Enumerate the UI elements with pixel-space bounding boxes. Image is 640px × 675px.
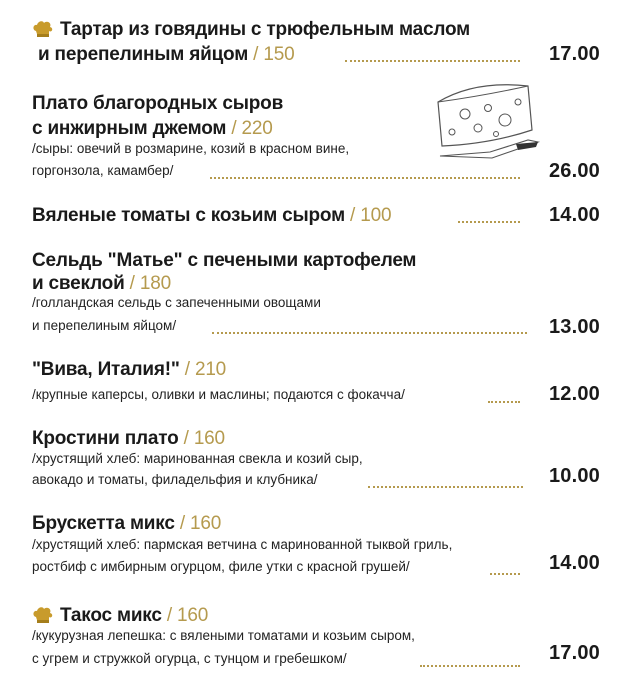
item-price: 14.00	[548, 204, 600, 226]
item-description: /хрустящий хлеб: маринованная свекла и козий сыр,	[32, 451, 363, 466]
cheese-illustration	[420, 72, 550, 172]
leader-dots	[368, 482, 523, 488]
leader-dots	[420, 661, 520, 667]
item-description: /голландская сельдь с запеченными овощами	[32, 295, 321, 310]
item-title: Кростини плато / 160	[32, 428, 225, 449]
item-description: /кукурузная лепешка: с вялеными томатами и козьим сыром,	[32, 628, 415, 643]
item-description-line2: с угрем и стружкой огурца, с тунцом и гребешком/	[32, 651, 347, 666]
item-description-line2: горгонзола, камамбер/	[32, 163, 174, 178]
leader-dots	[212, 328, 527, 334]
item-description: /крупные каперсы, оливки и маслины; подаются с фокачча/	[32, 387, 405, 402]
item-title: Вяленые томаты с козьим сыром / 100	[32, 205, 392, 226]
leader-dots	[488, 397, 520, 403]
item-description-line2: и перепелиным яйцом/	[32, 318, 177, 333]
chef-hat-icon	[32, 20, 54, 38]
leader-dots	[490, 569, 520, 575]
item-title: Плато благородных сыров	[32, 93, 284, 114]
item-title-line2: с инжирным джемом / 220	[32, 118, 273, 139]
item-price: 12.00	[548, 383, 600, 405]
item-price: 26.00	[548, 160, 600, 182]
leader-dots	[345, 56, 520, 62]
item-title-line2: и перепелиным яйцом / 150	[38, 44, 295, 65]
item-title: Сельдь "Матье" с печеными картофелем	[32, 250, 417, 271]
item-description-line2: авокадо и томаты, филадельфия и клубника/	[32, 472, 318, 487]
item-description-line2: ростбиф с имбирным огурцом, филе утки с красной грушей/	[32, 559, 410, 574]
item-description: /хрустящий хлеб: пармская ветчина с маринованной тыквой гриль,	[32, 537, 453, 552]
item-price: 10.00	[548, 465, 600, 487]
item-title: Брускетта микс / 160	[32, 513, 222, 534]
leader-dots	[458, 217, 520, 223]
item-description: /сыры: овечий в розмарине, козий в красном вине,	[32, 141, 350, 156]
chef-hat-icon	[32, 606, 54, 624]
item-title: "Вива, Италия!" / 210	[32, 359, 227, 380]
item-price: 17.00	[548, 43, 600, 65]
leader-dots	[210, 173, 520, 179]
item-title: Такос микс / 160	[60, 605, 209, 626]
item-title: Тартар из говядины с трюфельным маслом	[60, 19, 471, 40]
item-title-line2: и свеклой / 180	[32, 273, 171, 294]
item-price: 13.00	[548, 316, 600, 338]
item-price: 17.00	[548, 642, 600, 664]
item-price: 14.00	[548, 552, 600, 574]
